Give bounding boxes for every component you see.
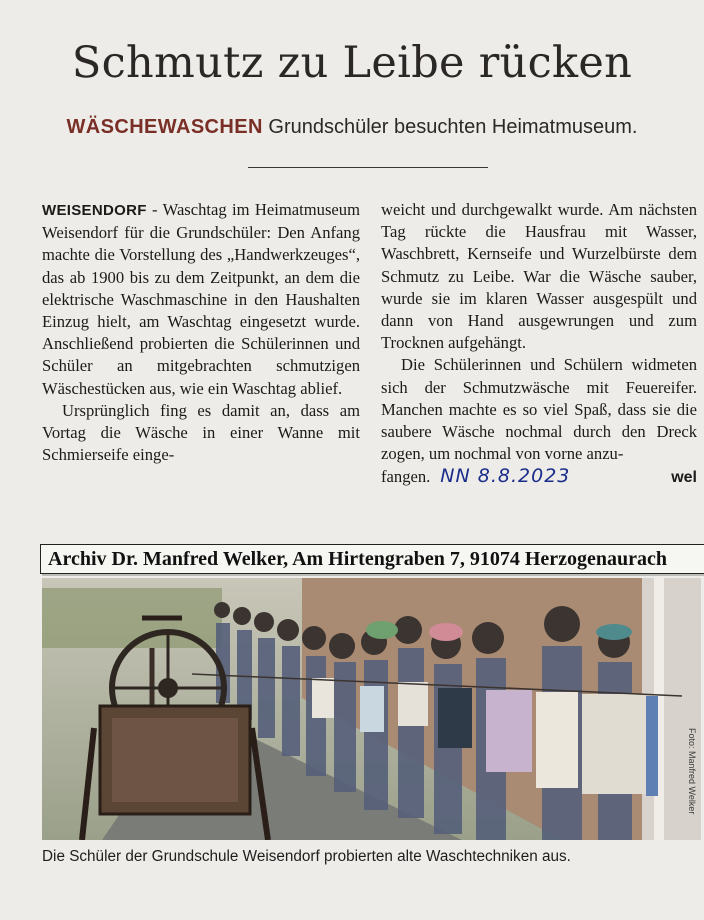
photo-caption: Die Schüler der Grundschule Weisendorf probierten alte Waschtechniken aus. (42, 848, 571, 865)
subheadline (0, 116, 704, 139)
last-line-text (381, 465, 570, 488)
author: wel (671, 469, 697, 487)
headline: Schmutz zu Leibe rücken (71, 38, 633, 88)
divider (248, 167, 488, 168)
paragraph: weicht und durchgewalkt wurde. Am nächsten Tag rückte die Hausfrau mit Wasser, Waschbrett, Kernseife und Wurzelbürste dem Schmutz zu Leibe. War die Wäsche sauber, wurde sie im klaren Wasser ausgespült und dann von Hand ausgewrungen und zum Trocknen aufgehängt. (381, 200, 697, 353)
photo-credit: Foto: Manfred Welker (687, 728, 697, 815)
paragraph: Ursprünglich fing es damit an, dass am Vortag die Wäsche in einer Wanne mit Schmierseife einge- (42, 400, 360, 465)
last-line (381, 465, 697, 489)
kicker: WÄSCHEWASCHEN (66, 116, 263, 138)
photo-illustration (42, 578, 701, 840)
article-column-1 (42, 199, 360, 466)
paragraph: Die Schülerinnen und Schülern widmeten sich der Schmutzwäsche mit Feuereifer. Manchen machte es so viel Spaß, dass sie die saubere Wäsche nochmal durch den Dreck zogen, um nochmal von vorne anzu- (381, 355, 697, 464)
archive-stamp: Archiv Dr. Manfred Welker, Am Hirtengraben 7, 91074 Herzogenaurach (40, 544, 704, 574)
paragraph-text: - Waschtag im Heimatmuseum Weisendorf für die Grundschüler: Den Anfang machte die Vorstellung des „Handwerkzeuges“, das ab 1900 bis zu dem Zeitpunkt, an dem die elektrische Waschmaschine in den Haushalten Einzug hielt, am Waschtag eingesetzt wurde. Anschließend probierten die Schülerinnen und Schüler an mitgebrachten schmutzigen Wäschestücken aus, wie ein Waschtag ablief. (42, 200, 360, 398)
last-word: fangen. (381, 467, 431, 487)
handwritten-note: NN 8.8.2023 (440, 465, 571, 488)
photo (42, 578, 701, 840)
article-column-2 (381, 199, 697, 490)
dateline: WEISENDORF (42, 202, 147, 219)
paragraph (42, 199, 360, 400)
subheadline-text: Grundschüler besuchten Heimatmuseum. (268, 116, 638, 138)
